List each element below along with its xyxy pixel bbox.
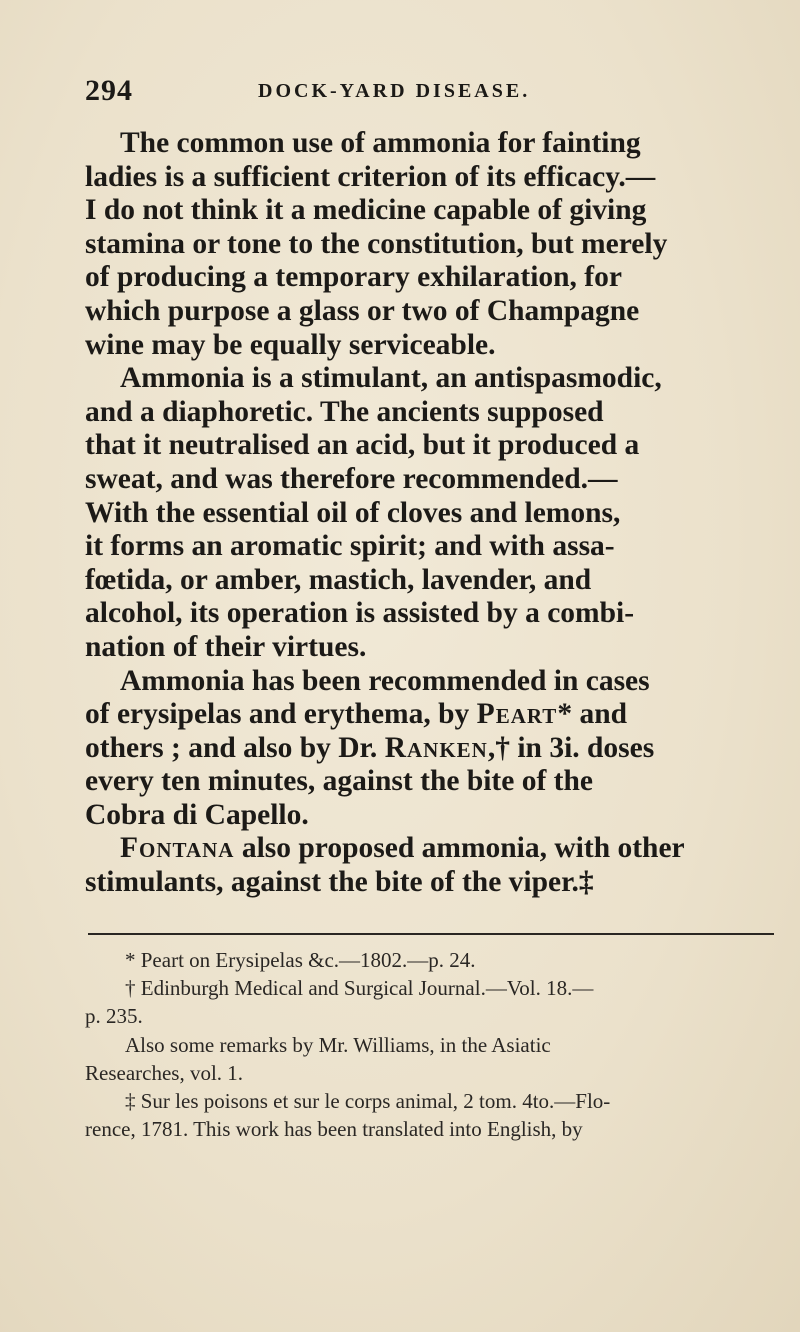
text-line: and a diaphoretic. The ancients supposed (85, 395, 604, 428)
text-line: With the essential oil of cloves and lemons, (85, 496, 621, 529)
running-title: DOCK-YARD DISEASE. (258, 80, 531, 102)
author-name-peart: Peart (476, 698, 558, 731)
text-line: Ammonia is a stimulant, an antispasmodic, (120, 362, 662, 395)
footnote-line: Also some remarks by Mr. Williams, in the Asiatic (125, 1032, 551, 1057)
page-number: 294 (85, 74, 133, 107)
text-segment: * and (557, 698, 628, 731)
text-line: stamina or tone to the constitution, but merely (85, 227, 668, 260)
text-line (85, 732, 775, 766)
text-line: sweat, and was therefore recommended.— (85, 462, 618, 495)
text-line: that it neutralised an acid, but it produced a (85, 429, 640, 462)
text-line: fœtida, or amber, mastich, lavender, and (85, 563, 592, 596)
footnote-line: Researches, vol. 1. (85, 1060, 244, 1085)
footnote-line: † Edinburgh Medical and Surgical Journal.—Vol. 18.— (125, 976, 594, 1001)
text-segment: others ; and also by Dr. (85, 731, 378, 764)
text-segment: ,† in 3i. doses (487, 731, 655, 764)
text-line: it forms an aromatic spirit; and with assa- (85, 530, 615, 563)
text-line: The common use of ammonia for fainting (120, 127, 641, 159)
text-line: which purpose a glass or two of Champagne (85, 294, 640, 327)
text-line: ladies is a sufficient criterion of its efficacy.— (85, 160, 656, 193)
text-segment: of erysipelas and erythema, by (85, 698, 470, 731)
footnote-line: * Peart on Erysipelas &c.—1802.—p. 24. (125, 948, 476, 972)
text-line (85, 698, 775, 732)
footnotes (85, 946, 775, 1143)
text-line: stimulants, against the bite of the viper.‡ (85, 866, 594, 899)
running-head (85, 74, 775, 114)
author-name-fontana: Fontana (120, 832, 235, 865)
text-line (85, 832, 775, 866)
text-line: of producing a temporary exhilaration, for (85, 261, 622, 294)
footnote-rule (88, 933, 774, 935)
text-line: wine may be equally serviceable. (85, 328, 496, 361)
footnote-line: p. 235. (85, 1004, 143, 1029)
text-segment: also proposed ammonia, with other (241, 832, 685, 865)
footnote-line: ‡ Sur les poisons et sur le corps animal, 2 tom. 4to.—Flo- (125, 1088, 611, 1113)
author-name-ranken: Ranken (384, 731, 488, 764)
footnote-line: rence, 1781. This work has been translated into English, by (85, 1117, 583, 1142)
text-line: Ammonia has been recommended in cases (120, 664, 650, 697)
body-text (85, 127, 775, 900)
text-line: alcohol, its operation is assisted by a combi- (85, 597, 635, 630)
text-line: Cobra di Capello. (85, 798, 309, 831)
text-line: nation of their virtues. (85, 630, 367, 663)
text-line: I do not think it a medicine capable of giving (85, 194, 647, 227)
text-line: every ten minutes, against the bite of the (85, 765, 593, 798)
